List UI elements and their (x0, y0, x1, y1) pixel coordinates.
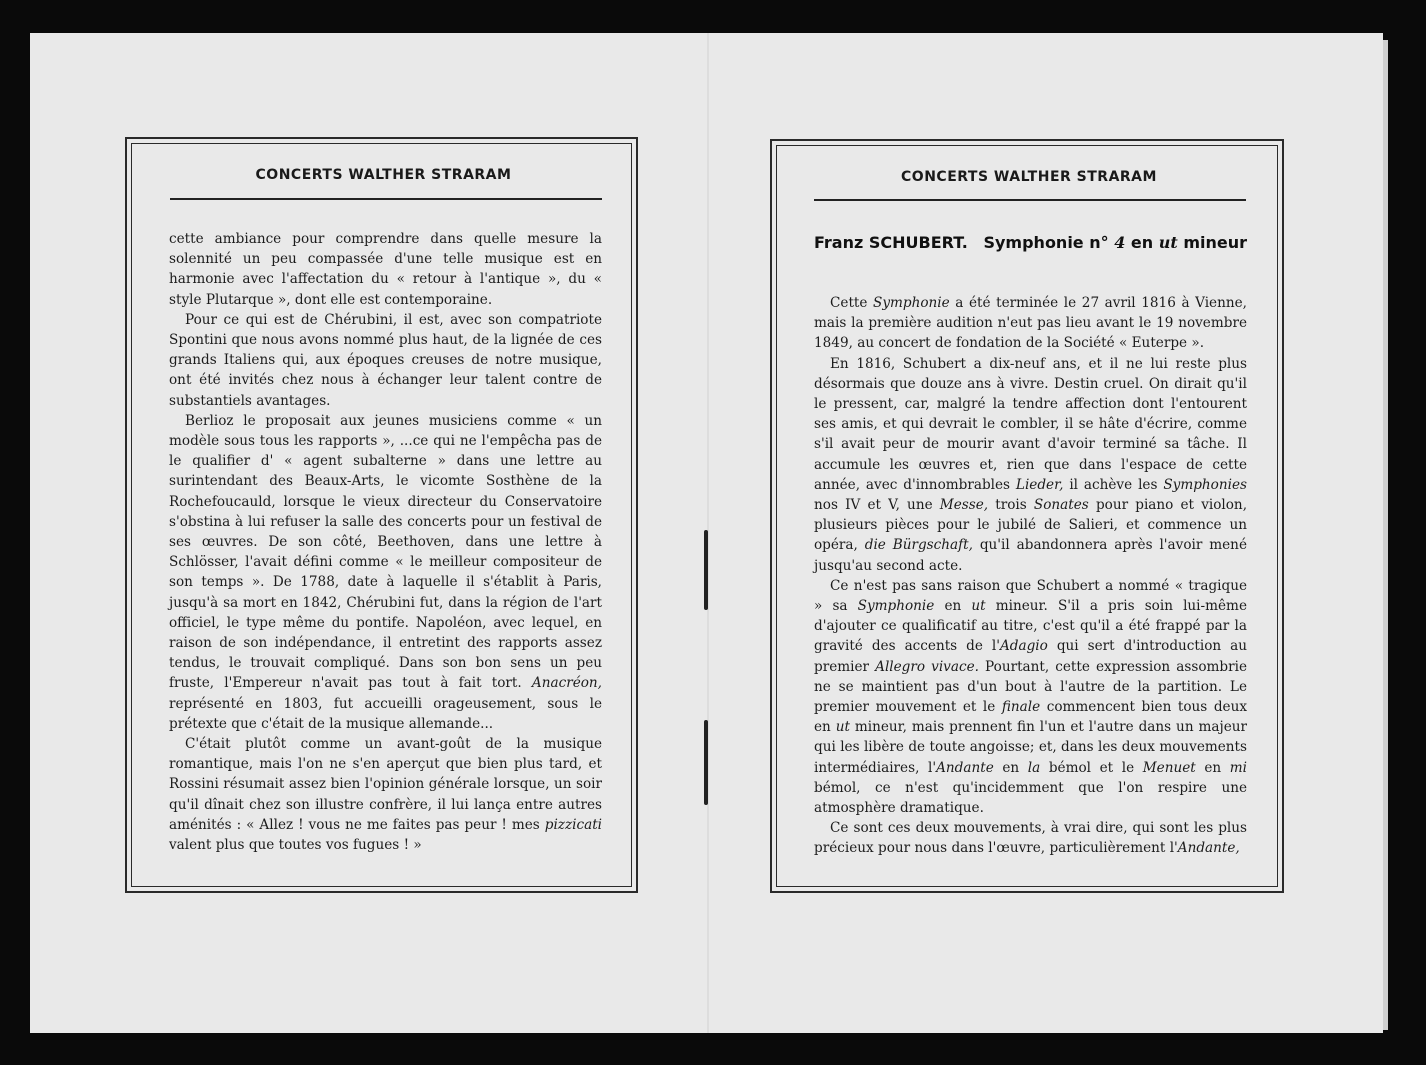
pizzicati-word: pizzicati (544, 816, 602, 833)
italic-term: Symphonie (873, 295, 950, 311)
symphony-label: Symphonie n° (983, 233, 1115, 252)
right-page-body (814, 293, 1247, 859)
italic-term: Lieder, (1015, 476, 1064, 493)
text-run: a été terminée le 27 avril 1816 à Vienne, mais la première audition n'eut pas lieu avant le 19 novembre 1849, au concert de fondation de la Société « Euterpe ». (814, 295, 1247, 352)
staple-top (704, 530, 708, 610)
symphony-key: ut (1158, 233, 1178, 252)
left-paragraph-4 (169, 734, 602, 855)
text-run: nos IV et V, une (814, 497, 940, 514)
text-run: qu'il abandonnera après l'avoir mené jusqu'au second acte. (814, 537, 1247, 574)
right-paragraph-4 (814, 818, 1247, 858)
text-run: qui sert d'introduction au premier (814, 638, 1248, 675)
text-run: il achève les (1063, 476, 1164, 493)
text-run: mineur, mais prennent fin l'un et l'autre dans un majeur qui les libère de toute angoisse; et, dans les deux mouvements intermédiaires, l' (814, 719, 1247, 776)
symphony-en: en (1125, 233, 1159, 252)
italic-term: die Bürgschaft, (864, 537, 973, 554)
text-run: Ce n'est pas sans raison que Schubert a nommé « tragique » sa (814, 577, 1247, 615)
italic-term: Andante (936, 759, 994, 776)
right-header-rule (814, 199, 1246, 201)
anacreon-title: Anacréon, (531, 675, 602, 692)
next-page-edge (1383, 40, 1388, 1030)
work-title (814, 233, 1247, 252)
italic-term: finale (1001, 699, 1041, 716)
left-paragraph-4-main: C'était plutôt comme un avant-goût de la musique romantique, mais l'on ne s'en aperçut que bien plus tard, et Rossini résumait assez bien l'opinion générale lorsque, un soir qu'il dînait chez son illustre confrère, il lui lança entre autres aménités : « Allez ! vous ne me faites pas peur ! mes (169, 736, 602, 833)
left-paragraph-3 (169, 411, 602, 734)
left-paragraph-1: cette ambiance pour comprendre dans quelle mesure la solennité un peu compassée d'une telle musique est en harmonie avec l'affectation du « retour à l'antique », du « style Plutarque », dont elle est contemporaine. (169, 231, 602, 308)
italic-term: ut (971, 598, 986, 615)
text-run: en (1195, 759, 1230, 776)
text-run: Cette (830, 295, 874, 311)
italic-term: Adagio (999, 638, 1048, 655)
symphony-number: 4 (1114, 233, 1126, 252)
text-run: commencent bien tous deux en (814, 699, 1247, 736)
symphony-mode: mineur (1177, 233, 1247, 252)
left-page-frame (125, 137, 638, 893)
italic-term: Allegro vivace. (875, 658, 979, 675)
right-page-frame (770, 139, 1284, 893)
text-run: en (934, 598, 972, 615)
text-run: trois (988, 497, 1034, 514)
italic-term: Menuet (1142, 759, 1196, 776)
italic-term: ut (835, 719, 850, 736)
right-page-header: CONCERTS WALTHER STRARAM (901, 169, 1157, 185)
right-paragraph-1 (814, 293, 1247, 354)
left-paragraph-3-main: Berlioz le proposait aux jeunes musiciens comme « un modèle sous tous les rapports », ...ce qui ne l'empêcha pas de le qualifier d' « agent subalterne » dans une lettre au surintendant des Beaux-Arts, le vicomte Sosthène de la Rochefoucauld, lorsque le vieux directeur du Conservatoire s'obstina à lui refuser la salle des concerts pour un festival de ses œuvres. De son côté, Beethoven, dans une lettre à Schlösser, l'avait défini comme « le meilleur compositeur de son temps ». De 1788, date à laquelle il s'établit à Paris, jusqu'à sa mort en 1842, Chérubini fut, dans la région de l'art officiel, le type même du pontife. Napoléon, avec lequel, en raison de son indépendance, il entretint des rapports assez tendus, le trouvait compliqué. Dans son bon sens un peu fruste, l'Empereur n'avait pas tout à fait tort. (169, 412, 602, 692)
italic-term: Andante, (1177, 840, 1240, 857)
text-run: mineur. S'il a pris soin lui-même d'ajouter ce qualificatif au titre, c'est qu'il a été frappé par la gravité des accents de l' (814, 598, 1247, 655)
left-header-rule (170, 198, 602, 200)
left-page-body (169, 229, 602, 855)
italic-term: Symphonies (1163, 476, 1247, 493)
left-page-header: CONCERTS WALTHER STRARAM (255, 167, 512, 183)
text-run: Ce sont ces deux mouvements, à vrai dire, qui sont les plus précieux pour nous dans l'œuvre, particulièrement l' (814, 820, 1247, 857)
italic-term: la (1027, 759, 1041, 776)
text-run: bémol et le (1040, 759, 1143, 776)
text-run: Pourtant, cette expression assombrie ne se maintient pas d'un bout à l'autre de la partition. Le premier mouvement et le (814, 658, 1247, 716)
text-run: pour piano et violon, plusieurs pièces pour le jubilé de Salieri, et commence un opéra, (814, 497, 1248, 554)
right-paragraph-2 (814, 354, 1247, 576)
left-paragraph-4-tail: valent plus que toutes vos fugues ! » (169, 837, 422, 854)
left-paragraph-2: Pour ce qui est de Chérubini, il est, avec son compatriote Spontini que nous avons nommé plus haut, de la lignée de ces grands Italiens qui, aux époques creuses de notre musique, ont été invités chez nous à échanger leur talent contre de substantiels avantages. (169, 311, 602, 409)
symphony-title (983, 233, 1247, 252)
composer-name: Franz SCHUBERT. (814, 233, 968, 252)
right-paragraph-3 (814, 576, 1247, 818)
left-paragraph-3-tail: représenté en 1803, fut accueilli orageusement, sous le prétexte que c'était de la musique allemande... (169, 695, 602, 732)
text-run: En 1816, Schubert a dix-neuf ans, et il ne lui reste plus désormais que douze ans à vivre. Destin cruel. On dirait qu'il le pressent, car, malgré la tendre affection dont l'entourent ses amis, et qui devrait le combler, il se hâte d'écrire, comme s'il avait peur de mourir avant d'avoir terminé sa tâche. Il accumule les œuvres et, rien que dans l'espace de cette année, avec d'innombrables (814, 355, 1247, 493)
italic-term: Symphonie (857, 598, 935, 615)
italic-term: mi (1229, 759, 1248, 776)
italic-term: Messe, (939, 497, 989, 514)
staple-bottom (704, 720, 708, 805)
text-run: en (993, 759, 1028, 776)
text-run: bémol, ce n'est qu'incidemment que l'on respire une atmosphère dramatique. (814, 779, 1247, 817)
italic-term: Sonates (1033, 497, 1089, 514)
